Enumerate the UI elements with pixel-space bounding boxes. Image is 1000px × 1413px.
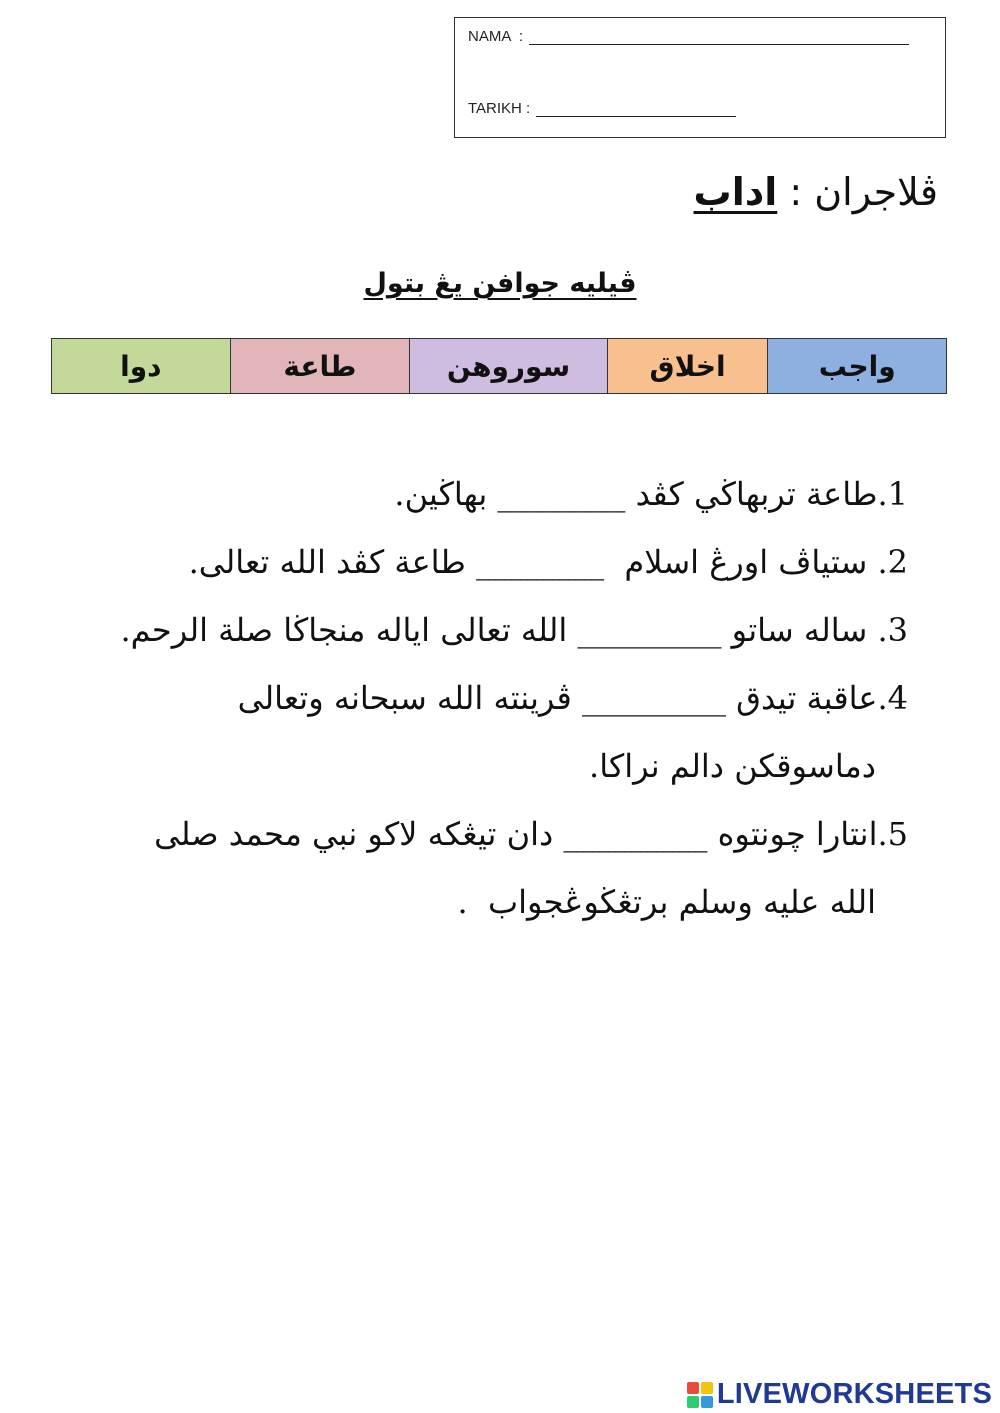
date-label: TARIKH : <box>468 100 531 117</box>
question-3 <box>108 596 908 664</box>
word-bank <box>51 338 947 394</box>
name-field[interactable] <box>529 28 909 45</box>
logo-square-3 <box>687 1396 699 1408</box>
question-4 <box>108 664 908 800</box>
logo-square-4 <box>701 1396 713 1408</box>
question-5-text: 5.انتارا چونتوه _________ دان تيڠكه لاكو نبي محمد صلى الله عليه وسلم برتڠڬوڠجواب . <box>143 815 908 921</box>
logo-square-1 <box>687 1382 699 1394</box>
word-bank-item-4[interactable]: طاعة <box>230 339 410 393</box>
word-bank-item-1[interactable]: واجب <box>767 339 946 393</box>
liveworksheets-logo-icon <box>687 1382 713 1408</box>
date-row <box>468 100 736 117</box>
question-list <box>108 460 908 936</box>
name-label: NAMA : <box>468 28 524 45</box>
subject-prefix: ڤلاجران : <box>777 170 938 214</box>
word-bank-item-2[interactable]: اخلاق <box>607 339 768 393</box>
question-5 <box>108 800 908 936</box>
subject-topic: اداب <box>693 170 778 214</box>
student-info-box <box>454 17 946 138</box>
question-1-text: 1.طاعة تربهاڬي كڤد ________ بهاڬين. <box>394 475 908 513</box>
subject-title <box>694 170 938 214</box>
liveworksheets-brand <box>687 1378 992 1411</box>
question-3-text: 3. ساله ساتو _________ الله تعالى اياله منجاڬا صلة الرحم. <box>120 611 908 649</box>
word-bank-item-5[interactable]: دوا <box>52 339 230 393</box>
logo-square-2 <box>701 1382 713 1394</box>
question-2-text: 2. ستياڤ اورڠ اسلام ________ طاعة كڤد الله تعالى. <box>188 543 908 581</box>
question-4-text: 4.عاقبة تيدق _________ ڤرينته الله سبحانه وتعالى دماسوقكن دالم نراكا. <box>227 679 908 785</box>
brand-name: LIVEWORKSHEETS <box>716 1378 992 1410</box>
word-bank-item-3[interactable]: سوروهن <box>409 339 607 393</box>
name-row <box>468 28 909 45</box>
question-2 <box>108 528 908 596</box>
date-field[interactable] <box>536 100 736 117</box>
question-1 <box>108 460 908 528</box>
instruction-heading: ڤيليه جوافن يڠ بتول <box>363 268 637 299</box>
